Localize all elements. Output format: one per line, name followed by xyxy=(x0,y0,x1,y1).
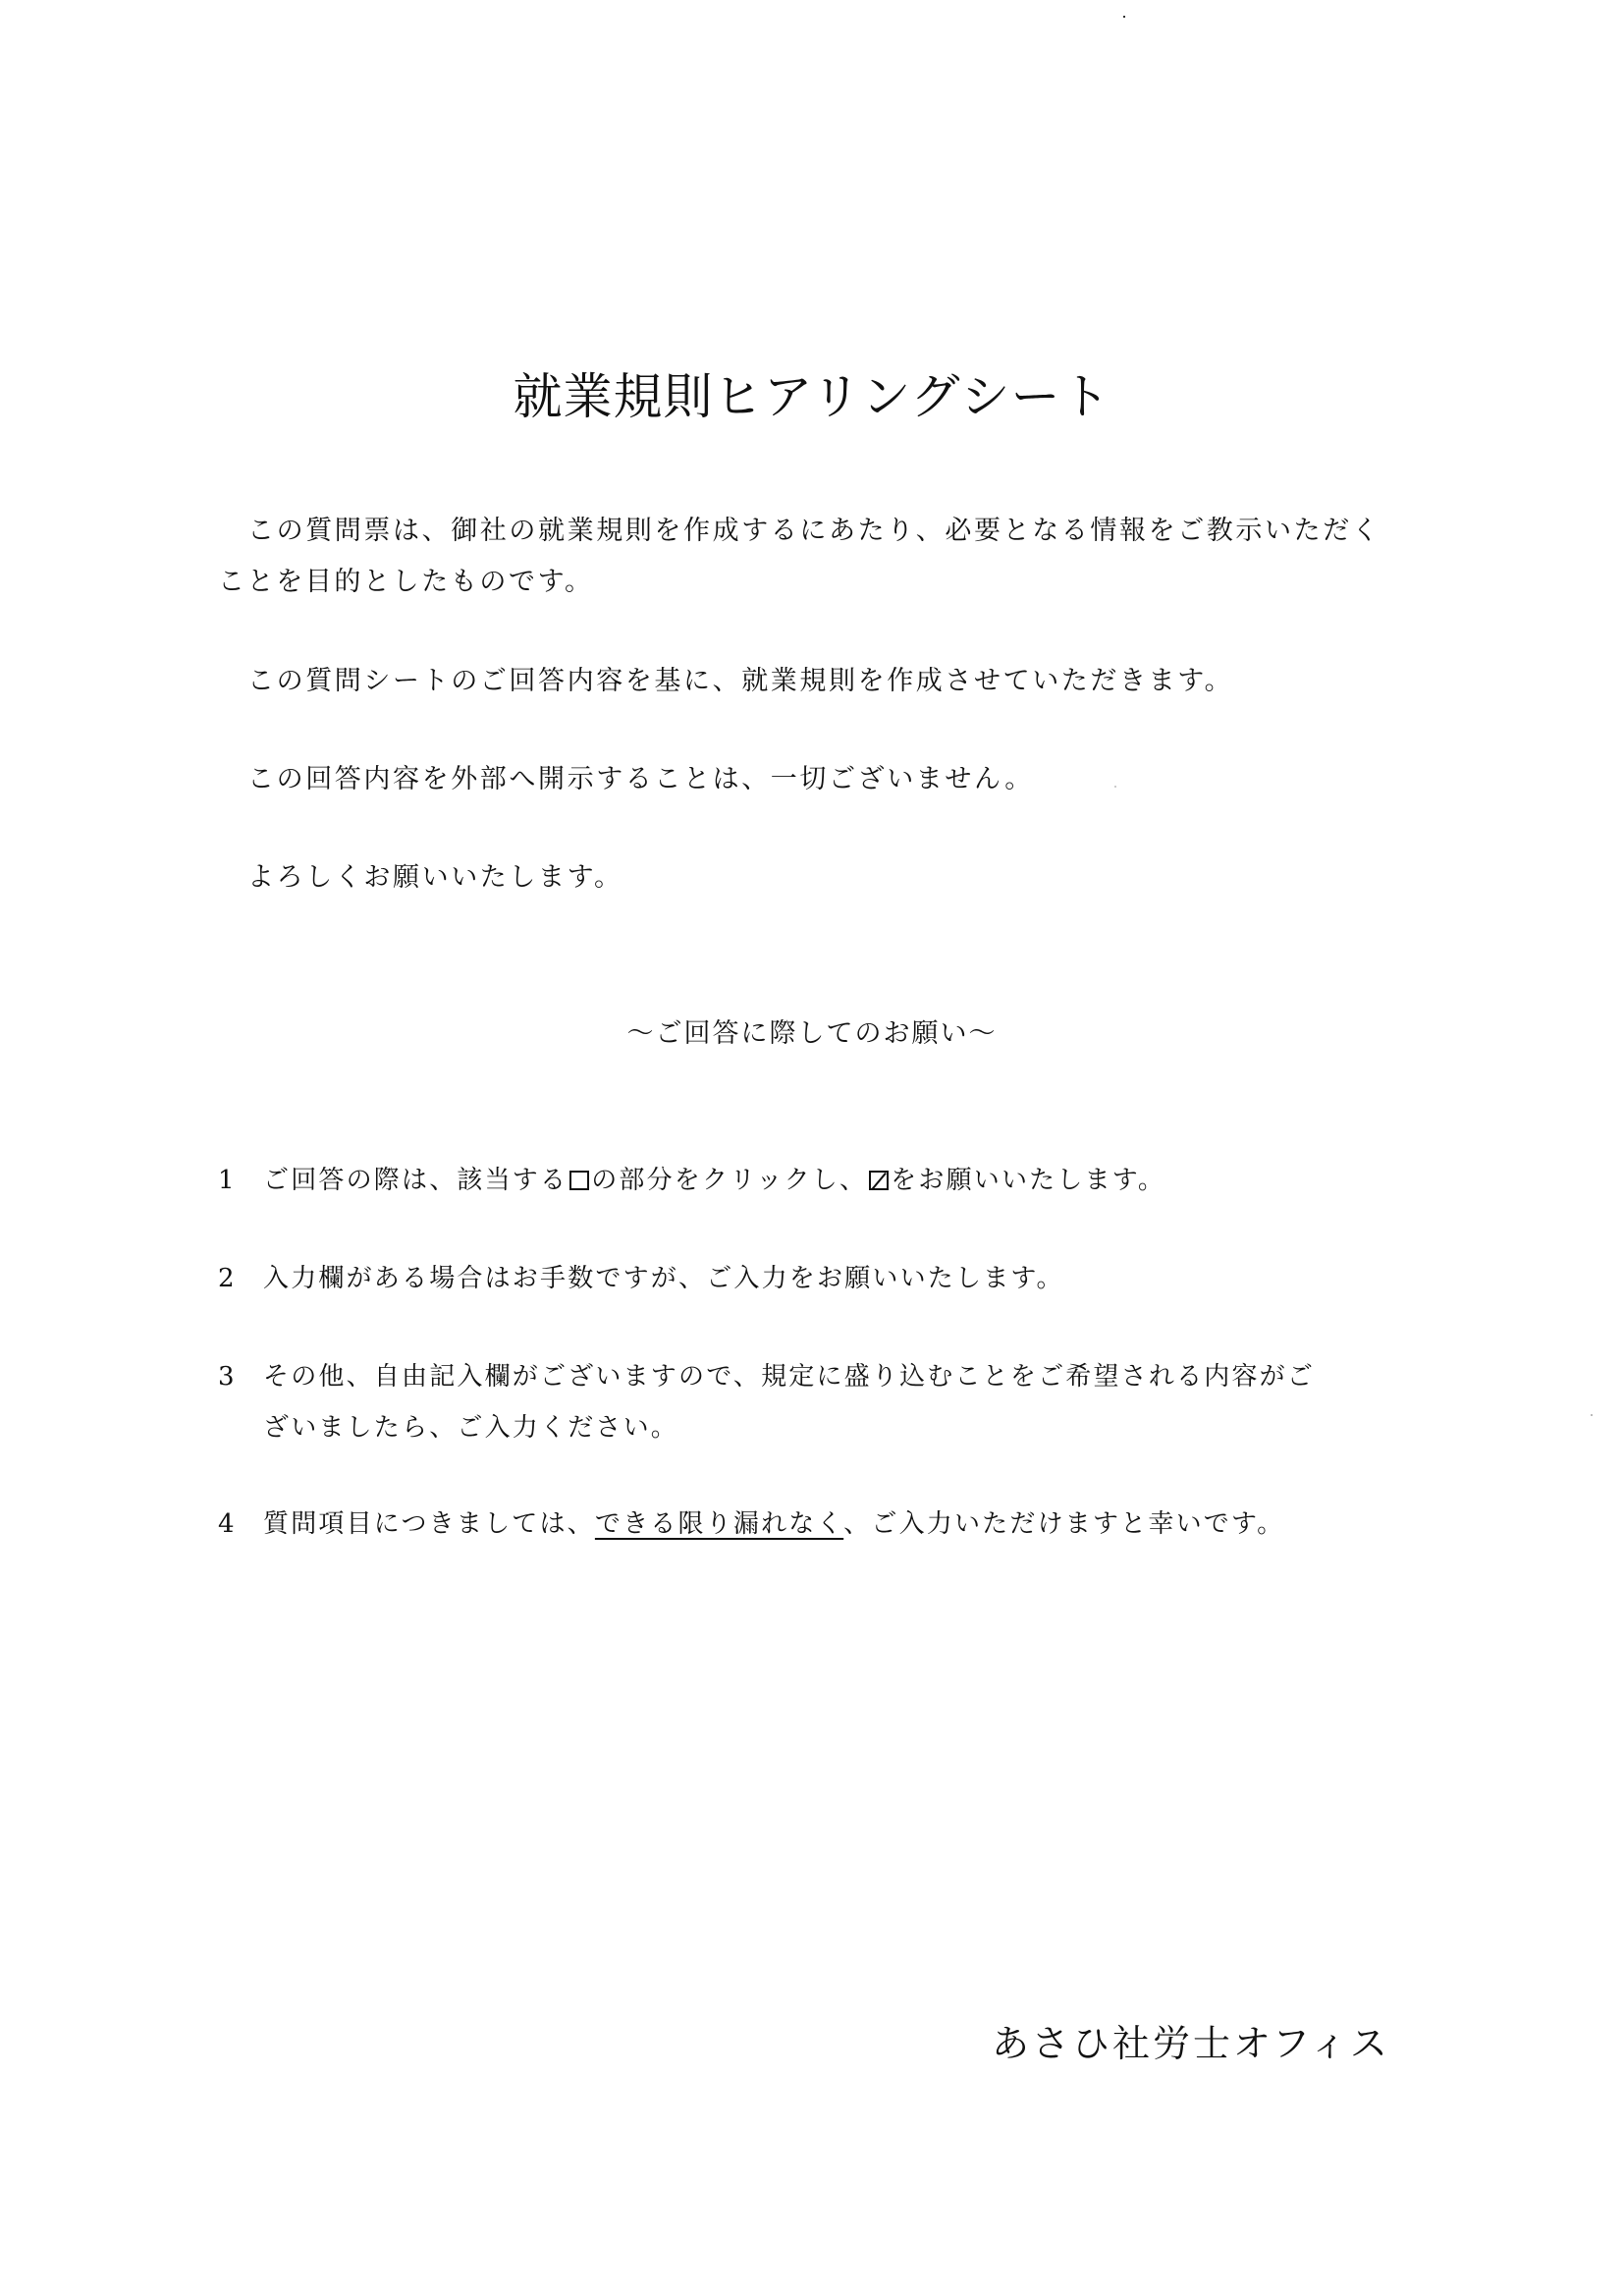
underlined-emphasis: できる限り漏れなく xyxy=(594,1509,844,1539)
office-signature: あさひ社労士オフィス xyxy=(992,2022,1390,2065)
intro-paragraph-1-line-1: この質問票は、御社の就業規則を作成するにあたり、必要となる情報をご教示いただく xyxy=(247,516,1381,546)
item-number: 4 xyxy=(218,1509,237,1539)
item-text: をお願いいたします。 xyxy=(891,1166,1166,1195)
empty-checkbox-icon xyxy=(569,1171,589,1190)
intro-paragraph-3-text: この回答内容を外部へ開示することは、一切ございません。 xyxy=(247,764,1034,794)
item-text-line-2: ざいましたら、ご入力ください。 xyxy=(263,1413,679,1443)
checked-checkbox-icon xyxy=(869,1171,889,1190)
document-title: 就業規則ヒアリングシート xyxy=(513,367,1111,425)
intro-paragraph-1 xyxy=(218,506,1396,608)
intro-paragraph-2 xyxy=(218,656,1396,707)
intro-paragraph-2-text: この質問シートのご回答内容を基に、就業規則を作成させていただきます。 xyxy=(247,666,1234,696)
item-number: 1 xyxy=(218,1166,237,1195)
item-text: の部分をクリックし、 xyxy=(591,1166,868,1195)
item-text: 質問項目につきましては、 xyxy=(263,1509,595,1539)
request-item-2 xyxy=(218,1253,1406,1304)
intro-paragraph-3 xyxy=(218,754,1396,805)
intro-paragraph-4-text: よろしくお願いいたします。 xyxy=(247,862,623,893)
item-text: ご回答の際は、該当する xyxy=(263,1166,568,1195)
request-heading: ～ご回答に際してのお願い～ xyxy=(626,1018,998,1049)
item-number: 2 xyxy=(218,1264,237,1293)
intro-paragraph-1-line-2: ことを目的としたものです。 xyxy=(218,567,594,597)
scan-speck xyxy=(1123,16,1125,18)
scan-speck xyxy=(1591,1414,1593,1416)
item-text-line-1: その他、自由記入欄がございますので、規定に盛り込むことをご希望される内容がご xyxy=(263,1362,1316,1392)
request-item-4 xyxy=(218,1499,1406,1550)
item-text: 、ご入力いただけますと幸いです。 xyxy=(843,1509,1285,1539)
request-item-1 xyxy=(218,1155,1406,1206)
intro-paragraph-4 xyxy=(218,852,1396,903)
request-item-3 xyxy=(218,1351,1406,1453)
item-number: 3 xyxy=(218,1362,237,1392)
item-text: 入力欄がある場合はお手数ですが、ご入力をお願いいたします。 xyxy=(263,1264,1064,1293)
